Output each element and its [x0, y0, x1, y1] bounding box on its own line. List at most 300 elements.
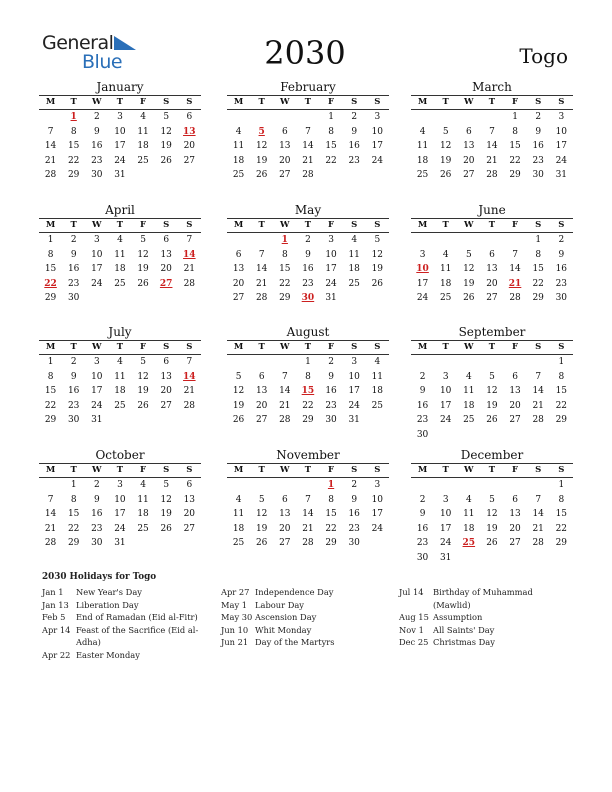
day-cell: 14 [302, 509, 314, 519]
day-cell: 6 [235, 249, 242, 260]
day-cell: 31 [348, 415, 360, 425]
weekday-label: S [163, 97, 170, 107]
holiday-date: 14 [183, 249, 196, 260]
weekday-label: T [442, 220, 449, 230]
day-cell: 19 [371, 264, 384, 274]
weekday-label: W [464, 97, 474, 107]
holiday-date: 1 [281, 235, 288, 245]
day-cell: 9 [305, 249, 311, 260]
day-cell: 8 [328, 126, 334, 137]
empty-cell [480, 110, 503, 125]
month-november [227, 447, 389, 551]
weekday-label: W [92, 342, 102, 352]
day-cell: 8 [47, 249, 54, 260]
week-row [39, 110, 201, 125]
day-cell: 21 [255, 278, 268, 289]
weekday-header [411, 95, 573, 110]
day-cell: 27 [486, 293, 498, 303]
day-cell: 12 [463, 264, 475, 274]
holiday-name: Birthday of Muhammad (Mawlid) [433, 587, 533, 610]
day-cell: 29 [67, 538, 80, 548]
weekday-label: F [512, 342, 519, 352]
day-cell: 13 [160, 371, 172, 382]
week-row [227, 370, 389, 385]
day-cell: 24 [439, 538, 452, 548]
day-cell: 5 [465, 249, 472, 260]
day-cell: 12 [486, 386, 498, 396]
holiday-date-label: Dec 25 [399, 637, 429, 647]
empty-cell [108, 291, 131, 306]
weekday-label: T [258, 220, 265, 230]
page-title-year: 2030 [264, 34, 346, 72]
day-cell: 18 [114, 386, 126, 396]
day-cell: 8 [558, 371, 565, 382]
day-cell: 16 [67, 386, 80, 396]
day-cell: 30 [67, 293, 80, 303]
day-cell: 25 [416, 170, 429, 180]
holiday-item [42, 649, 206, 662]
month-title: November [276, 448, 340, 462]
day-cell: 12 [137, 249, 149, 260]
day-cell: 15 [279, 264, 291, 274]
day-cell: 12 [137, 371, 149, 382]
day-cell: 4 [442, 249, 449, 260]
day-cell: 22 [67, 523, 80, 534]
day-cell: 26 [137, 400, 149, 411]
day-cell: 4 [117, 357, 123, 367]
day-cell: 19 [439, 155, 452, 166]
day-cell: 8 [70, 126, 77, 137]
empty-cell [434, 233, 457, 248]
day-cell: 1 [70, 480, 77, 490]
day-cell: 9 [70, 371, 77, 382]
weekday-label: F [328, 465, 335, 475]
day-cell: 29 [67, 170, 80, 180]
month-title: March [472, 80, 512, 94]
week-row [227, 291, 389, 306]
day-cell: 25 [137, 523, 149, 534]
day-cell: 30 [532, 170, 544, 180]
weekday-label: S [163, 342, 170, 352]
month-title: October [95, 448, 145, 462]
day-cell: 28 [279, 415, 291, 425]
day-cell: 24 [91, 400, 103, 411]
empty-cell [527, 551, 550, 566]
day-cell: 7 [305, 126, 311, 137]
day-cell: 9 [93, 494, 100, 505]
month-june [411, 202, 573, 306]
empty-cell [132, 413, 155, 428]
day-cell: 28 [532, 415, 544, 425]
day-cell: 16 [555, 264, 568, 274]
weekday-label: M [417, 97, 428, 107]
empty-cell [411, 355, 434, 370]
holiday-name: Ascension Day [255, 612, 317, 622]
holiday-item [399, 636, 563, 649]
week-row [411, 154, 573, 169]
day-cell: 25 [114, 278, 126, 289]
week-row [39, 536, 201, 551]
day-cell: 9 [558, 249, 565, 260]
day-cell: 2 [558, 235, 565, 245]
weekday-label: W [464, 342, 474, 352]
weekday-label: S [351, 97, 358, 107]
day-cell: 10 [348, 371, 360, 382]
day-cell: 26 [486, 538, 498, 548]
day-cell: 29 [44, 415, 57, 425]
empty-cell [434, 110, 457, 125]
day-cell: 18 [232, 155, 245, 166]
holiday-date-label: Nov 1 [399, 624, 424, 635]
day-cell: 5 [258, 494, 265, 505]
week-row [411, 168, 573, 183]
day-cell: 10 [114, 126, 126, 137]
day-cell: 2 [70, 235, 77, 245]
weekday-label: S [535, 342, 542, 352]
weekday-label: M [417, 465, 428, 475]
holiday-date-label: Jan 1 [42, 587, 64, 597]
day-cell: 20 [183, 509, 196, 519]
empty-cell [227, 110, 250, 125]
weekday-label: T [258, 97, 265, 107]
day-cell: 28 [183, 400, 196, 411]
day-cell: 20 [232, 278, 245, 289]
day-cell: 9 [419, 509, 426, 519]
day-cell: 2 [328, 357, 334, 367]
day-cell: 16 [325, 386, 337, 396]
day-cell: 2 [351, 480, 358, 490]
week-row [227, 536, 389, 551]
month-july [39, 324, 201, 428]
day-cell: 14 [255, 264, 268, 274]
day-cell: 12 [255, 141, 268, 151]
day-cell: 7 [281, 371, 288, 382]
weekday-label: T [488, 220, 496, 230]
weekday-label: T [304, 342, 312, 352]
holiday-name: End of Ramadan (Eid al-Fitr) [76, 612, 198, 622]
day-cell: 26 [463, 293, 475, 303]
day-cell: 2 [305, 235, 311, 245]
day-cell: 6 [512, 371, 518, 382]
week-row [227, 233, 389, 248]
day-cell: 21 [302, 523, 314, 534]
empty-cell [504, 551, 527, 566]
weekday-label: W [464, 465, 474, 475]
day-cell: 5 [489, 494, 495, 505]
day-cell: 14 [279, 386, 291, 396]
day-cell: 17 [371, 509, 384, 519]
holiday-name: Christmas Day [433, 637, 495, 647]
day-cell: 17 [439, 523, 452, 534]
weekday-label: T [488, 465, 496, 475]
day-cell: 15 [67, 509, 80, 519]
empty-cell [411, 110, 434, 125]
weekday-label: W [92, 465, 102, 475]
weekday-label: M [417, 342, 428, 352]
day-cell: 25 [371, 400, 384, 411]
weekday-label: S [558, 465, 565, 475]
day-cell: 7 [535, 494, 542, 505]
weekday-header [39, 340, 201, 355]
day-cell: 5 [489, 371, 495, 382]
empty-cell [457, 233, 480, 248]
holiday-date-label: May 30 [221, 612, 253, 622]
week-row [39, 262, 201, 277]
day-cell: 29 [555, 538, 568, 548]
day-cell: 30 [67, 415, 80, 425]
day-cell: 3 [93, 357, 100, 367]
empty-cell [85, 291, 108, 306]
empty-cell [155, 536, 178, 551]
day-cell: 20 [279, 523, 291, 534]
weekday-label: M [233, 97, 244, 107]
day-cell: 27 [279, 170, 291, 180]
holiday-date-label: Apr 22 [42, 649, 71, 660]
empty-cell [132, 168, 155, 183]
weekday-label: S [374, 220, 381, 230]
weekday-label: T [304, 465, 312, 475]
day-cell: 25 [232, 170, 245, 180]
empty-cell [178, 536, 201, 551]
day-cell: 23 [91, 155, 103, 166]
day-cell: 18 [137, 509, 149, 519]
day-cell: 20 [160, 386, 172, 396]
weekday-label: T [488, 342, 496, 352]
day-cell: 16 [348, 141, 360, 151]
day-cell: 26 [439, 170, 452, 180]
weekday-label: S [163, 220, 170, 230]
week-row [411, 522, 573, 537]
day-cell: 19 [463, 278, 475, 289]
weekday-label: S [535, 97, 542, 107]
empty-cell [457, 428, 480, 443]
day-cell: 22 [67, 155, 80, 166]
weekday-label: T [116, 220, 124, 230]
day-cell: 24 [371, 523, 384, 534]
day-cell: 9 [351, 494, 358, 505]
week-row [227, 413, 389, 428]
day-cell: 27 [160, 400, 172, 411]
country-name: Togo [519, 44, 568, 68]
holiday-item [221, 611, 385, 624]
day-cell: 16 [67, 264, 80, 274]
weekday-label: W [92, 220, 102, 230]
empty-cell [457, 551, 480, 566]
weekday-label: W [280, 465, 290, 475]
week-row [39, 399, 201, 414]
holiday-date: 25 [462, 538, 476, 548]
weekday-label: T [442, 97, 449, 107]
day-cell: 7 [186, 357, 193, 367]
day-cell: 15 [325, 141, 337, 151]
day-cell: 20 [486, 278, 498, 289]
day-cell: 23 [532, 155, 544, 166]
weekday-label: M [417, 220, 428, 230]
day-cell: 4 [465, 494, 472, 505]
day-cell: 29 [44, 293, 57, 303]
weekday-label: S [163, 465, 170, 475]
weekday-label: F [140, 342, 147, 352]
day-cell: 10 [91, 249, 103, 260]
day-cell: 22 [532, 278, 544, 289]
day-cell: 13 [486, 264, 498, 274]
month-august [227, 324, 389, 428]
week-row [411, 139, 573, 154]
weekday-label: T [70, 97, 77, 107]
holiday-date: 15 [301, 386, 315, 396]
weekday-label: S [351, 342, 358, 352]
day-cell: 23 [67, 278, 80, 289]
day-cell: 10 [371, 494, 384, 505]
day-cell: 19 [160, 509, 172, 519]
holiday-item [42, 611, 206, 624]
day-cell: 13 [279, 141, 291, 151]
day-cell: 6 [489, 249, 495, 260]
week-row [227, 248, 389, 263]
day-cell: 5 [235, 371, 242, 382]
weekday-label: M [45, 220, 56, 230]
day-cell: 14 [44, 509, 57, 519]
empty-cell [366, 168, 389, 183]
day-cell: 8 [328, 494, 334, 505]
day-cell: 17 [416, 278, 429, 289]
week-row [411, 248, 573, 263]
day-cell: 8 [305, 371, 311, 382]
holiday-name: Liberation Day [76, 599, 139, 610]
holiday-date: 1 [70, 112, 77, 122]
day-cell: 30 [416, 552, 429, 563]
empty-cell [343, 168, 366, 183]
day-cell: 16 [302, 264, 314, 274]
day-cell: 17 [114, 509, 126, 519]
weekday-label: T [116, 97, 124, 107]
week-row [39, 478, 201, 493]
day-cell: 30 [555, 293, 568, 303]
day-cell: 3 [328, 235, 334, 245]
day-cell: 22 [555, 400, 568, 411]
weekday-label: W [280, 97, 290, 107]
weekday-label: W [92, 97, 102, 107]
day-cell: 15 [44, 386, 57, 396]
weekday-label: F [512, 220, 519, 230]
day-cell: 22 [509, 155, 521, 166]
weekday-label: T [116, 465, 124, 475]
day-cell: 19 [486, 400, 498, 411]
empty-cell [178, 168, 201, 183]
week-row [39, 370, 201, 385]
day-cell: 28 [255, 293, 268, 303]
day-cell: 21 [44, 155, 57, 166]
empty-cell [434, 428, 457, 443]
day-cell: 5 [442, 126, 449, 137]
holiday-column [42, 586, 206, 661]
empty-cell [527, 428, 550, 443]
day-cell: 14 [532, 509, 544, 519]
day-cell: 11 [463, 509, 475, 519]
empty-cell [273, 355, 296, 370]
day-cell: 28 [44, 538, 57, 548]
weekday-label: S [351, 220, 358, 230]
day-cell: 19 [160, 141, 172, 151]
holiday-item [399, 611, 563, 624]
month-october [39, 447, 201, 551]
weekday-label: F [140, 97, 147, 107]
day-cell: 27 [232, 293, 245, 303]
holiday-date: 22 [44, 278, 57, 289]
week-row [411, 428, 573, 443]
day-cell: 13 [255, 386, 268, 396]
day-cell: 21 [183, 264, 196, 274]
weekday-label: M [233, 465, 244, 475]
weekday-header [411, 340, 573, 355]
day-cell: 28 [532, 538, 544, 548]
day-cell: 13 [160, 249, 172, 260]
day-cell: 4 [140, 480, 146, 490]
holiday-date-label: May 1 [221, 599, 248, 610]
empty-cell [250, 355, 273, 370]
month-december [411, 447, 573, 565]
weekday-header [39, 218, 201, 233]
day-cell: 11 [114, 249, 126, 260]
day-cell: 27 [463, 170, 475, 180]
day-cell: 19 [255, 155, 268, 166]
day-cell: 10 [325, 249, 337, 260]
day-cell: 13 [509, 386, 521, 396]
month-title: January [96, 80, 144, 94]
day-cell: 6 [465, 126, 472, 137]
day-cell: 12 [486, 509, 498, 519]
day-cell: 11 [114, 371, 126, 382]
weekday-label: S [558, 342, 565, 352]
month-title: February [280, 80, 336, 94]
day-cell: 10 [114, 494, 126, 505]
day-cell: 30 [348, 538, 360, 548]
day-cell: 14 [302, 141, 314, 151]
day-cell: 25 [463, 415, 475, 425]
weekday-label: T [258, 465, 265, 475]
day-cell: 31 [91, 415, 103, 425]
empty-cell [155, 291, 178, 306]
weekday-header [227, 340, 389, 355]
empty-cell [504, 355, 527, 370]
day-cell: 6 [186, 112, 193, 122]
holiday-item [399, 624, 563, 637]
day-cell: 9 [351, 126, 358, 137]
week-row [227, 139, 389, 154]
empty-cell [296, 478, 319, 493]
holiday-item [221, 624, 385, 637]
week-row [227, 125, 389, 140]
week-row [39, 248, 201, 263]
day-cell: 11 [232, 141, 245, 151]
day-cell: 9 [328, 371, 334, 382]
weekday-label: S [558, 97, 565, 107]
day-cell: 15 [325, 509, 337, 519]
holiday-list-title: 2030 Holidays for Togo [42, 572, 157, 582]
day-cell: 5 [140, 357, 146, 367]
empty-cell [108, 413, 131, 428]
day-cell: 12 [371, 249, 384, 260]
empty-cell [273, 478, 296, 493]
holiday-name: New Year's Day [76, 587, 142, 597]
day-cell: 19 [232, 400, 245, 411]
day-cell: 27 [279, 538, 291, 548]
week-row [39, 233, 201, 248]
day-cell: 7 [512, 249, 518, 260]
holiday-name: Labour Day [255, 599, 304, 610]
day-cell: 27 [509, 538, 521, 548]
day-cell: 12 [439, 141, 452, 151]
